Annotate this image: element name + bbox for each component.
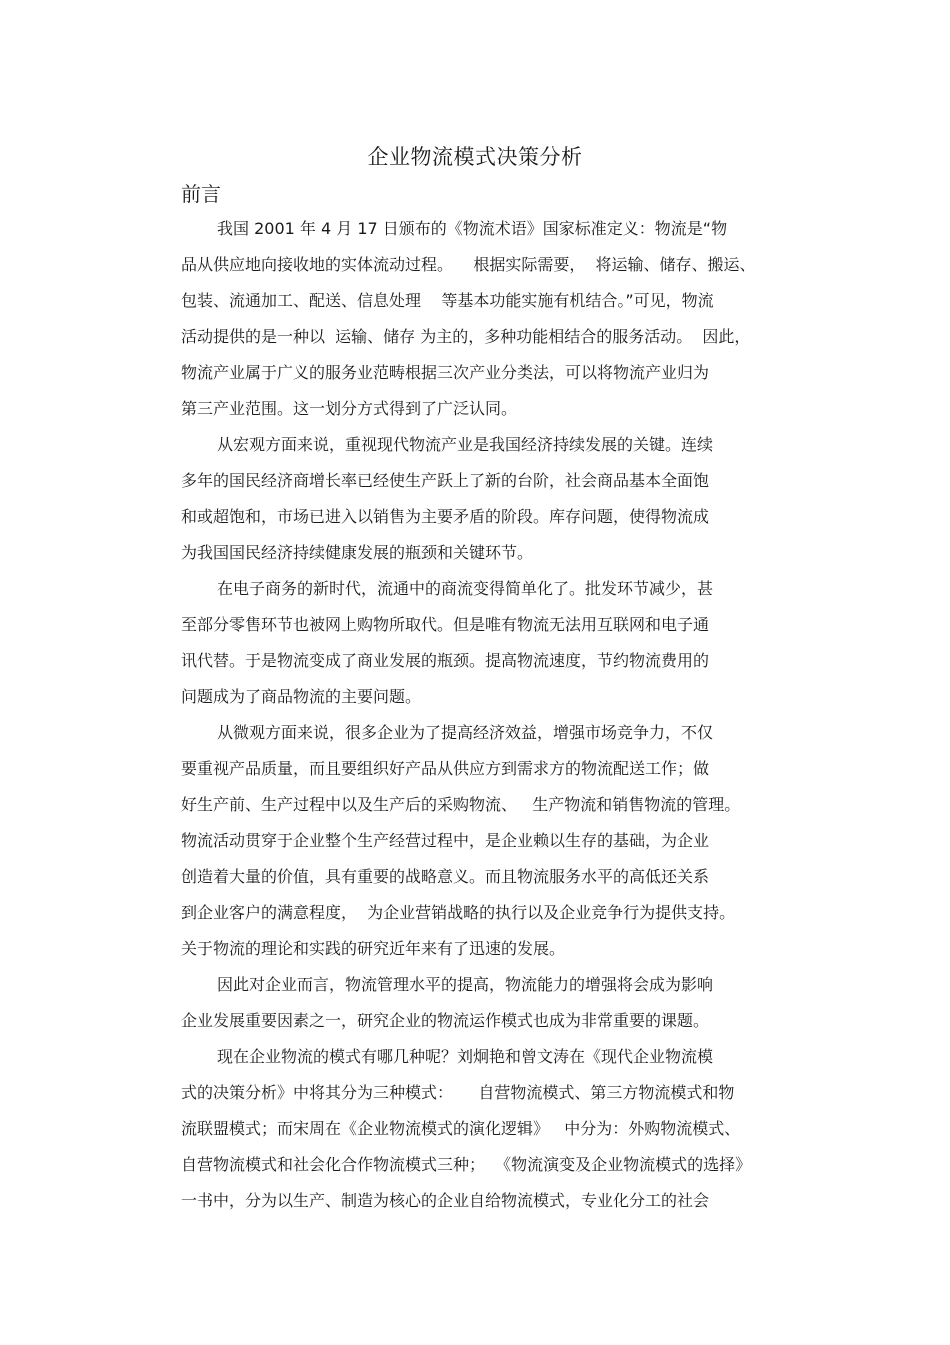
text-line: 活动提供的是一种以 运输、储存 为主的，多种功能相结合的服务活动。 因此， [181, 327, 751, 346]
text-line: 至部分零售环节也被网上购物所取代。但是唯有物流无法用互联网和电子通 [181, 615, 710, 634]
text-line: 我国 2001 年 4 月 17 日颁布的《物流术语》国家标准定义：物流是“物 [217, 219, 728, 238]
text-line: 式的决策分析》中将其分为三种模式： 自营物流模式、第三方物流模式和物 [181, 1083, 735, 1102]
text-line: 为我国国民经济持续健康发展的瓶颈和关键环节。 [181, 543, 534, 562]
text-line: 讯代替。于是物流变成了商业发展的瓶颈。提高物流速度，节约物流费用的 [181, 651, 710, 670]
text-line: 从宏观方面来说，重视现代物流产业是我国经济持续发展的关键。连续 [217, 435, 714, 454]
text-line: 多年的国民经济商增长率已经使生产跃上了新的台阶，社会商品基本全面饱 [181, 471, 710, 490]
document-title: 企业物流模式决策分析 [367, 145, 583, 169]
text-line: 关于物流的理论和实践的研究近年来有了迅速的发展。 [181, 939, 566, 958]
text-line: 自营物流模式和社会化合作物流模式三种； 《物流演变及企业物流模式的选择》 [181, 1155, 752, 1174]
body-text [181, 211, 811, 1219]
text-line: 在电子商务的新时代，流通中的商流变得简单化了。批发环节减少，甚 [217, 579, 714, 598]
text-line: 和或超饱和，市场已进入以销售为主要矛盾的阶段。库存问题，使得物流成 [181, 507, 710, 526]
text-line: 创造着大量的价值，具有重要的战略意义。而且物流服务水平的高低还关系 [181, 867, 710, 886]
text-line: 企业发展重要因素之一，研究企业的物流运作模式也成为非常重要的课题。 [181, 1011, 710, 1030]
text-line: 第三产业范围。这一划分方式得到了广泛认同。 [181, 399, 518, 418]
text-line: 物流产业属于广义的服务业范畴根据三次产业分类法，可以将物流产业归为 [181, 363, 710, 382]
text-line: 问题成为了商品物流的主要问题。 [181, 687, 422, 706]
section-heading: 前言 [181, 182, 221, 206]
text-line: 好生产前、生产过程中以及生产后的采购物流、 生产物流和销售物流的管理。 [181, 795, 741, 814]
text-line: 流联盟模式；而宋周在《企业物流模式的演化逻辑》 中分为：外购物流模式、 [181, 1119, 741, 1138]
text-line: 物流活动贯穿于企业整个生产经营过程中，是企业赖以生存的基础，为企业 [181, 831, 710, 850]
text-line: 因此对企业而言，物流管理水平的提高，物流能力的增强将会成为影响 [217, 975, 714, 994]
text-line: 现在企业物流的模式有哪几种呢？刘炯艳和曾文涛在《现代企业物流模 [217, 1047, 714, 1066]
text-line: 要重视产品质量，而且要组织好产品从供应方到需求方的物流配送工作；做 [181, 759, 710, 778]
text-line: 品从供应地向接收地的实体流动过程。 根据实际需要， 将运输、储存、搬运、 [181, 255, 756, 274]
text-line: 从微观方面来说，很多企业为了提高经济效益，增强市场竞争力，不仅 [217, 723, 714, 742]
text-line: 一书中，分为以生产、制造为核心的企业自给物流模式，专业化分工的社会 [181, 1191, 710, 1210]
text-line: 包装、流通加工、配送、信息处理 等基本功能实施有机结合。”可见，物流 [181, 291, 714, 310]
text-line: 到企业客户的满意程度， 为企业营销战略的执行以及企业竞争行为提供支持。 [181, 903, 736, 922]
